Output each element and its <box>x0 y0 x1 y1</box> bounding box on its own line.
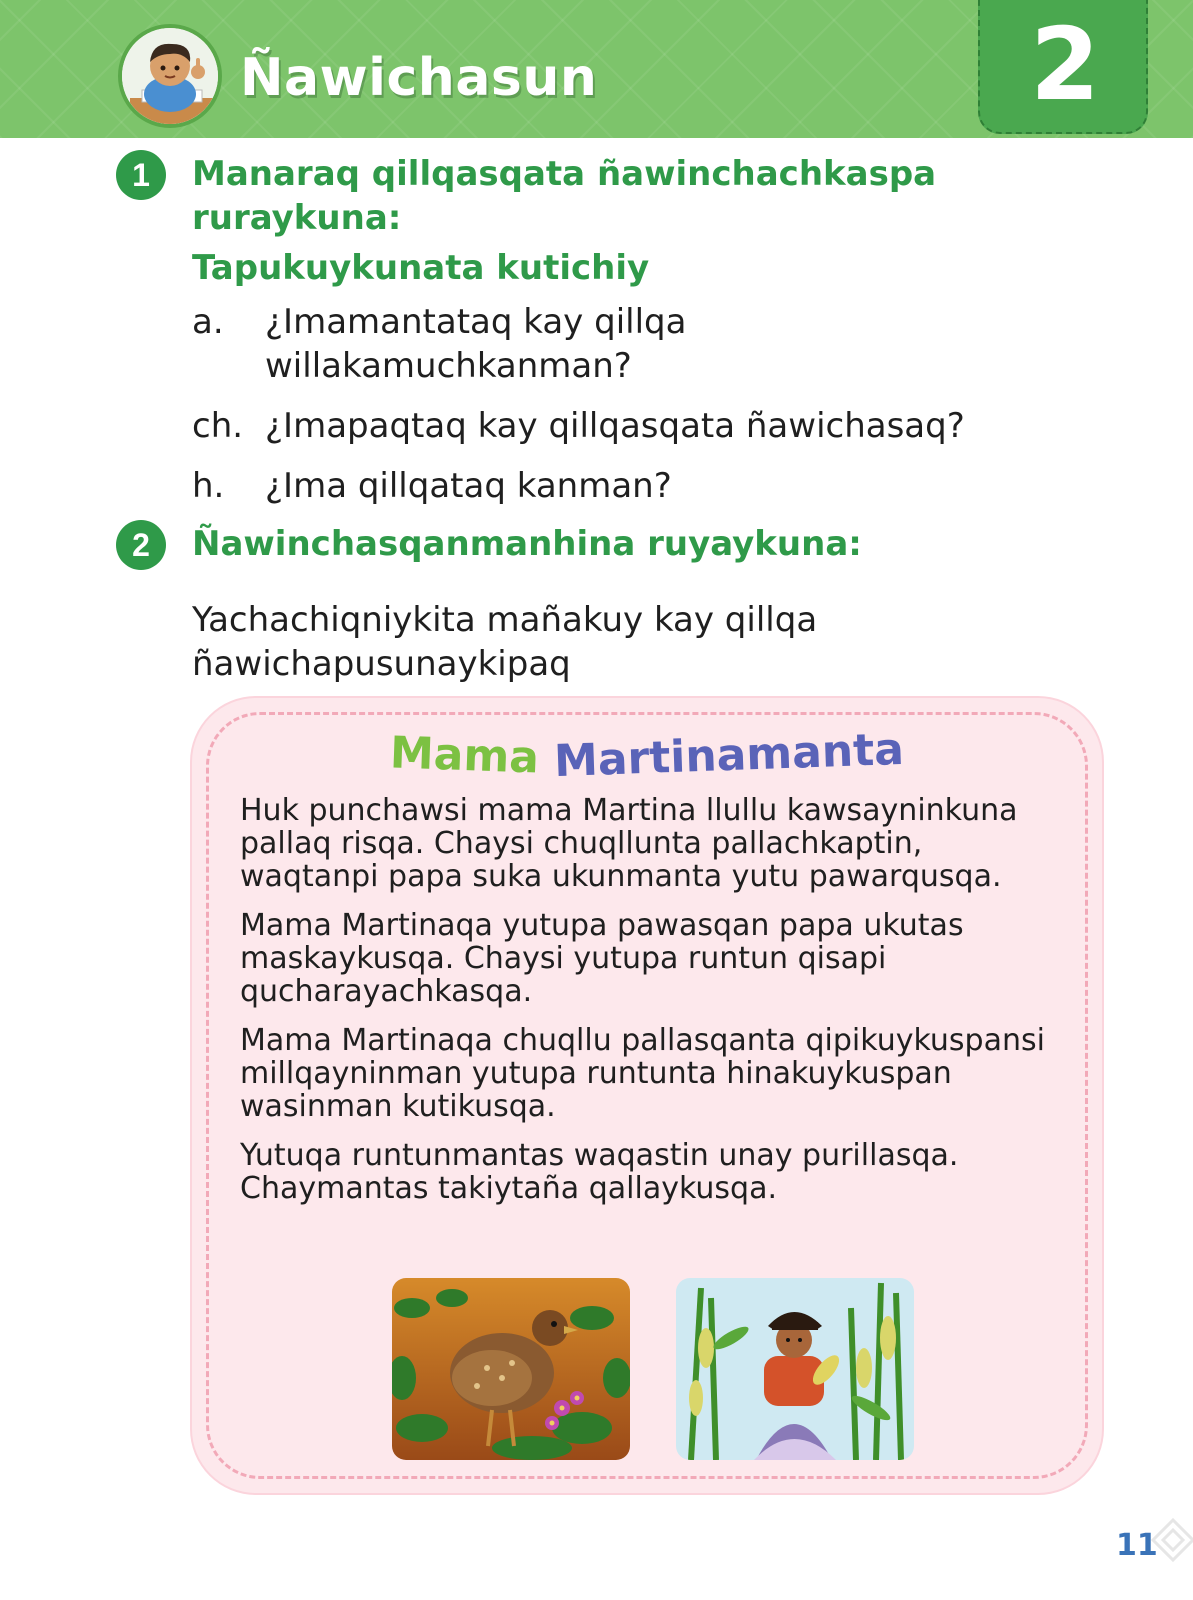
question-text: ¿Ima qillqataq kanman? <box>265 466 672 506</box>
reading-title <box>192 723 1102 788</box>
avatar <box>118 24 222 128</box>
question-item <box>192 404 1072 448</box>
question-label: a. <box>192 302 224 342</box>
unit-tab <box>978 0 1148 134</box>
partridge-illustration <box>392 1278 630 1460</box>
instruction-text: Yachachiqniykita mañakuy kay qillqa ñawichapusunaykipaq <box>192 600 818 684</box>
paragraph: Yutuqa runtunmantas waqastin unay purillasqa. Chaymantas takiytaña qallaykusqa. <box>240 1138 959 1206</box>
reading-paragraphs <box>240 794 1060 1221</box>
boy-reading-icon <box>122 28 222 128</box>
reading-passage-box <box>192 698 1102 1493</box>
section-title: Manaraq qillqasqata ñawinchachkaspa ruraykuna: <box>192 154 937 238</box>
paragraph: Huk punchawsi mama Martina llullu kawsayninkuna pallaq risqa. Chaysi chuqllunta pallachkaptin, waqtanpi papa suka ukunmanta yutu pawarqusqa. <box>240 793 1018 894</box>
section-subtitle: Tapukuykunata kutichiy <box>192 248 650 288</box>
page-number: 11 <box>1116 1528 1158 1563</box>
question-label: h. <box>192 466 225 506</box>
section-number-badge: 1 <box>116 150 166 200</box>
section-title: Ñawinchasqanmanhina ruyaykuna: <box>192 524 862 564</box>
question-text: ¿Imapaqtaq kay qillqasqata ñawichasaq? <box>265 406 965 446</box>
section-number-badge: 2 <box>116 520 166 570</box>
header-banner <box>0 0 1193 138</box>
woman-in-cornfield-illustration <box>676 1278 914 1460</box>
question-text: ¿Imamantataq kay qillqa willakamuchkanman? <box>265 302 687 386</box>
reading-title-part2: Martinamanta <box>553 723 905 788</box>
question-item <box>192 464 1072 508</box>
question-label: ch. <box>192 406 244 446</box>
page-title: Ñawichasun <box>240 48 598 108</box>
paragraph: Mama Martinaqa yutupa pawasqan papa ukutas maskaykusqa. Chaysi yutupa runtun qisapi qucharayachkasqa. <box>240 908 964 1009</box>
diamond-pattern-icon <box>1148 1510 1193 1590</box>
unit-number: 2 <box>1030 6 1100 123</box>
reading-title-part1: Mama <box>389 727 540 784</box>
paragraph: Mama Martinaqa chuqllu pallasqanta qipikuykuspansi millqayninman yutupa runtunta hinakuykuspan wasinman kutikusqa. <box>240 1023 1045 1124</box>
question-item <box>192 300 1072 390</box>
